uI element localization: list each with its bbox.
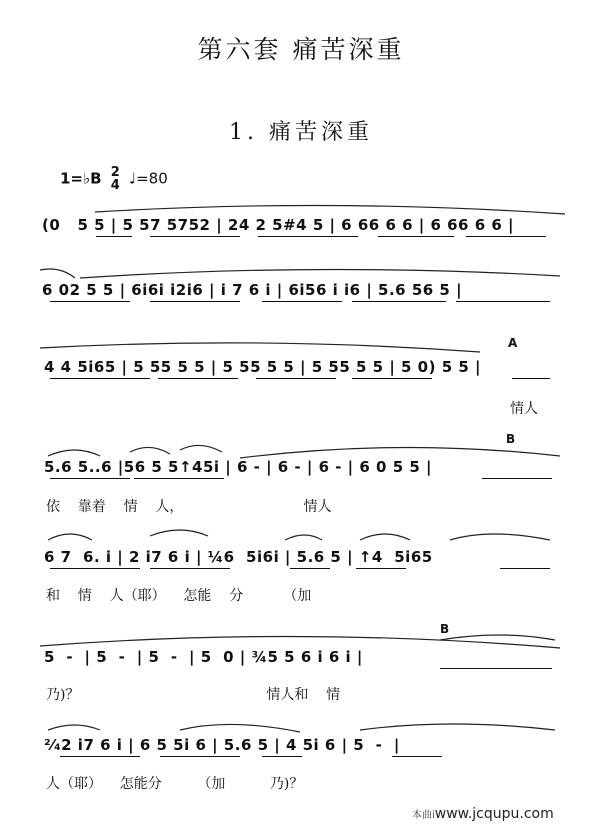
page-title: 第六套 痛苦深重: [197, 35, 405, 64]
rhythm-underline: [150, 568, 230, 569]
song-title: 1. 痛苦深重: [229, 120, 373, 145]
lyrics-row-7: 人（耶） 怎能分 （加 乃)？: [46, 776, 304, 792]
rhythm-underline: [50, 568, 140, 569]
rhythm-underline: [482, 478, 552, 479]
lyrics-row-3: 情人: [510, 401, 538, 417]
rhythm-underline: [512, 378, 550, 379]
rhythm-underline: [96, 236, 132, 237]
tempo-label: ♩=80: [129, 169, 168, 188]
time-top: 2: [110, 165, 120, 180]
rhythm-underline: [392, 756, 442, 757]
watermark-lead: 本曲i: [412, 810, 435, 821]
rhythm-underline: [262, 301, 342, 302]
section-mark-a: A: [508, 336, 518, 350]
rhythm-underline: [256, 378, 336, 379]
rhythm-underline: [352, 301, 446, 302]
score-row-7: ²⁄₄2 i7 6 i | 6 5 5i 6 | 5.6 5 | 4 5i 6 | 5 - |: [44, 736, 400, 754]
rhythm-underline: [150, 236, 240, 237]
lyrics-row-4: 依 靠着 情 人， 情人: [46, 499, 332, 515]
key-label: 1=♭B: [60, 169, 102, 188]
rhythm-underline: [50, 478, 130, 479]
rhythm-underline: [60, 756, 140, 757]
rhythm-underline: [160, 756, 240, 757]
score-row-6: 5 - | 5 - | 5 - | 5 0 | ¾5 5 6 i 6 i |: [44, 648, 363, 666]
rhythm-underline: [378, 236, 454, 237]
time-bottom: 4: [110, 178, 120, 193]
rhythm-underline: [352, 378, 432, 379]
watermark: [412, 806, 554, 822]
score-row-4: 5.6 5..6 |56 5 5↑45i | 6 - | 6 - | 6 - | 6 0 5 5 |: [44, 458, 433, 476]
watermark-site: www.jcqupu.com: [434, 806, 554, 822]
score-row-2: 6 02 5 5 | 6i6i i2i6 | i 7 6 i | 6i56 i i6 | 5.6 56 5 |: [42, 281, 463, 299]
rhythm-underline: [50, 301, 130, 302]
score-row-1: (0 5 5 | 5 57 5752 | 24 2 5#4 5 | 6 66 6 6 | 6 66 6 6 |: [42, 216, 515, 234]
lyrics-row-5: 和 情 人（耶） 怎能 分 （加: [46, 588, 312, 604]
section-mark-b-2: B: [440, 622, 450, 636]
section-mark-b: B: [506, 432, 516, 446]
rhythm-underline: [158, 378, 238, 379]
rhythm-underline: [356, 568, 406, 569]
rhythm-underline: [440, 668, 552, 669]
rhythm-underline: [456, 301, 550, 302]
rhythm-underline: [466, 236, 546, 237]
rhythm-underline: [134, 478, 224, 479]
lyrics-row-6: 乃)？ 情人和 情: [46, 687, 341, 703]
rhythm-underline: [500, 568, 550, 569]
rhythm-underline: [262, 756, 302, 757]
score-row-3: 4 4 5i65 | 5 55 5 5 | 5 55 5 5 | 5 55 5 5 | 5 0) 5 5 |: [44, 358, 481, 376]
score-row-5: 6 7 6. i | 2 i7 6 i | ¼6 5i6i | 5.6 5 | ↑4 5i65: [44, 548, 433, 566]
rhythm-underline: [258, 236, 358, 237]
rhythm-underline: [50, 378, 150, 379]
rhythm-underline: [150, 301, 240, 302]
rhythm-underline: [290, 568, 330, 569]
